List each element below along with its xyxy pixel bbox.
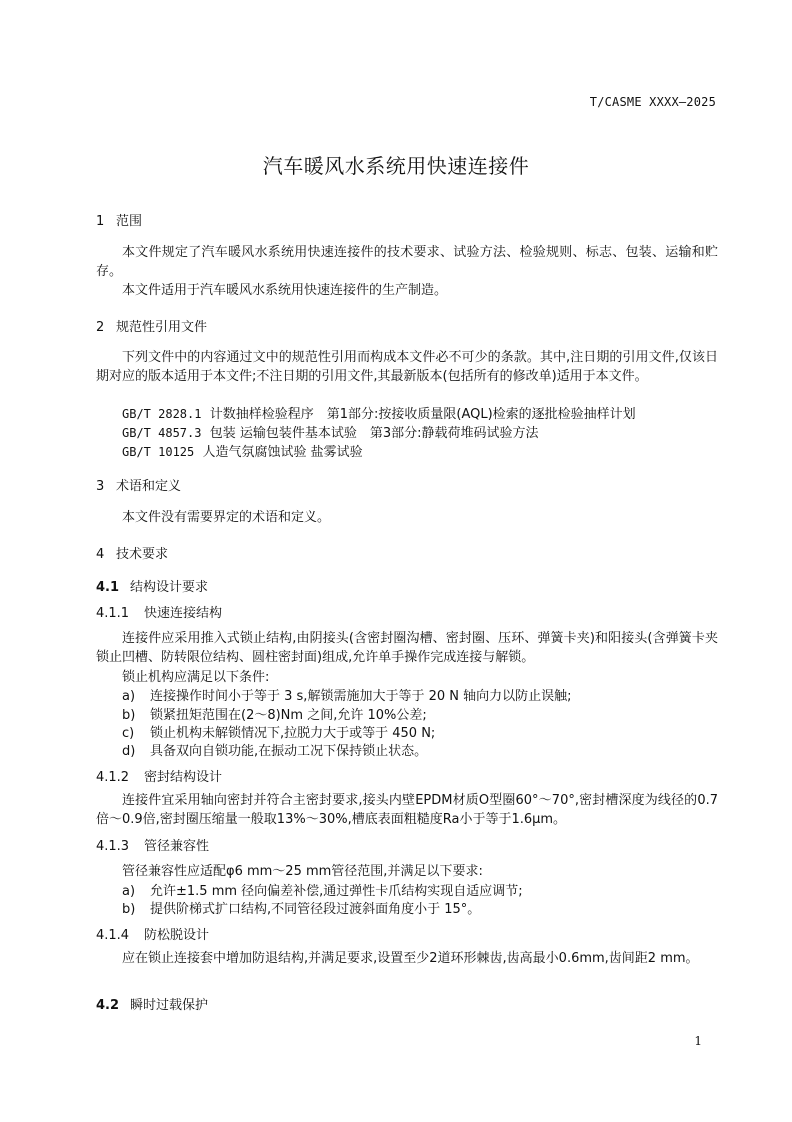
section-4-1-2-paragraph-1: 连接件宜采用轴向密封并符合主密封要求,接头内壁EPDM材质O型圈60°～70°,密封槽深度为线径的0.7倍～0.9倍,密封圈压缩量一般取13%～30%,槽底表面粗糙度Ra小于等于1.6μm。 <box>96 793 718 827</box>
reference-title: 包装 运输包装件基本试验 第3部分:静载荷堆码试验方法 <box>209 426 539 441</box>
list-text: 允许±1.5 mm 径向偏差补偿,通过弹性卡爪结构实现自适应调节; <box>150 884 523 899</box>
list-item <box>122 685 572 704</box>
list-label: a) <box>122 689 136 704</box>
list-text: 连接操作时间小于等于 3 s,解锁需施加大于等于 20 N 轴向力以防止误触; <box>150 689 572 704</box>
section-4-1-4-heading <box>96 924 209 943</box>
section-number: 2 <box>96 320 105 335</box>
section-1-paragraph-1: 本文件规定了汽车暖风水系统用快速连接件的技术要求、试验方法、检验规则、标志、包装、运输和贮存。 <box>96 245 718 279</box>
section-4-2-heading <box>96 994 208 1013</box>
section-number: 4.1.3 <box>96 839 130 854</box>
section-number: 3 <box>96 479 105 494</box>
reference-code: GB/T 10125 <box>122 445 195 459</box>
reference-code: GB/T 2828.1 <box>122 407 202 421</box>
document-title: 汽车暖风水系统用快速连接件 <box>262 154 530 178</box>
list-text: 提供阶梯式扩口结构,不同管径段过渡斜面角度小于 15°。 <box>150 902 481 917</box>
section-title: 结构设计要求 <box>130 580 209 595</box>
section-title: 密封结构设计 <box>144 770 223 785</box>
section-3-heading <box>96 475 181 494</box>
section-number: 4.1.2 <box>96 770 130 785</box>
section-2-paragraph-1: 下列文件中的内容通过文中的规范性引用而构成本文件必不可少的条款。其中,注日期的引用文件,仅该日期对应的版本适用于本文件;不注日期的引用文件,其最新版本(包括所有的修改单)适用于本文件。 <box>96 350 718 384</box>
section-4-1-2-heading <box>96 766 222 785</box>
section-number: 4.1 <box>96 580 120 595</box>
standard-number: T/CASME XXXX—2025 <box>589 95 716 109</box>
section-title: 管径兼容性 <box>144 839 210 854</box>
page-number: 1 <box>694 1034 702 1048</box>
section-4-1-3-paragraph-1: 管径兼容性应适配φ6 mm～25 mm管径范围,并满足以下要求: <box>122 864 483 879</box>
section-3-paragraph-1: 本文件没有需要界定的术语和定义。 <box>122 510 331 525</box>
reference-item <box>122 422 539 441</box>
section-4-1-1-paragraph-2: 锁止机构应满足以下条件: <box>122 670 270 685</box>
list-label: c) <box>122 726 135 741</box>
section-4-1-4-paragraph-1: 应在锁止连接套中增加防退结构,并满足要求,设置至少2道环形棘齿,齿高最小0.6mm,齿间距2 mm。 <box>122 951 699 966</box>
list-text: 具备双向自锁功能,在振动工况下保持锁止状态。 <box>150 744 428 759</box>
section-4-1-1-heading <box>96 602 222 621</box>
list-label: d) <box>122 744 136 759</box>
section-2-heading <box>96 316 207 335</box>
section-number: 4.1.4 <box>96 928 130 943</box>
list-item <box>122 722 435 741</box>
section-title: 防松脱设计 <box>144 928 210 943</box>
section-1-paragraph-2: 本文件适用于汽车暖风水系统用快速连接件的生产制造。 <box>122 283 448 298</box>
section-title: 瞬时过载保护 <box>130 998 209 1013</box>
section-4-1-heading <box>96 576 208 595</box>
section-1-heading <box>96 210 142 229</box>
section-4-1-3-heading <box>96 835 209 854</box>
list-label: b) <box>122 708 136 723</box>
section-number: 1 <box>96 214 105 229</box>
reference-item <box>122 403 636 422</box>
list-item <box>122 898 480 917</box>
reference-code: GB/T 4857.3 <box>122 426 202 440</box>
section-4-heading <box>96 543 168 562</box>
section-title: 范围 <box>116 214 143 229</box>
section-number: 4.1.1 <box>96 606 130 621</box>
list-text: 锁紧扭矩范围在(2～8)Nm 之间,允许 10%公差; <box>150 708 427 723</box>
section-number: 4.2 <box>96 998 120 1013</box>
reference-title: 计数抽样检验程序 第1部分:按接收质量限(AQL)检索的逐批检验抽样计划 <box>209 407 636 422</box>
section-number: 4 <box>96 547 105 562</box>
section-title: 规范性引用文件 <box>116 320 208 335</box>
section-title: 术语和定义 <box>116 479 182 494</box>
reference-item <box>122 441 363 460</box>
section-title: 快速连接结构 <box>144 606 223 621</box>
section-4-1-1-paragraph-1: 连接件应采用推入式锁止结构,由阴接头(含密封圈沟槽、密封圈、压环、弹簧卡夹)和阳接头(含弹簧卡夹锁止凹槽、防转限位结构、圆柱密封面)组成,允许单手操作完成连接与解锁。 <box>96 631 718 665</box>
list-item <box>122 880 523 899</box>
list-label: b) <box>122 902 136 917</box>
list-item <box>122 740 427 759</box>
section-title: 技术要求 <box>116 547 169 562</box>
list-item <box>122 704 427 723</box>
list-label: a) <box>122 884 136 899</box>
list-text: 锁止机构未解锁情况下,拉脱力大于或等于 450 N; <box>150 726 436 741</box>
reference-title: 人造气氛腐蚀试验 盐雾试验 <box>202 445 363 460</box>
